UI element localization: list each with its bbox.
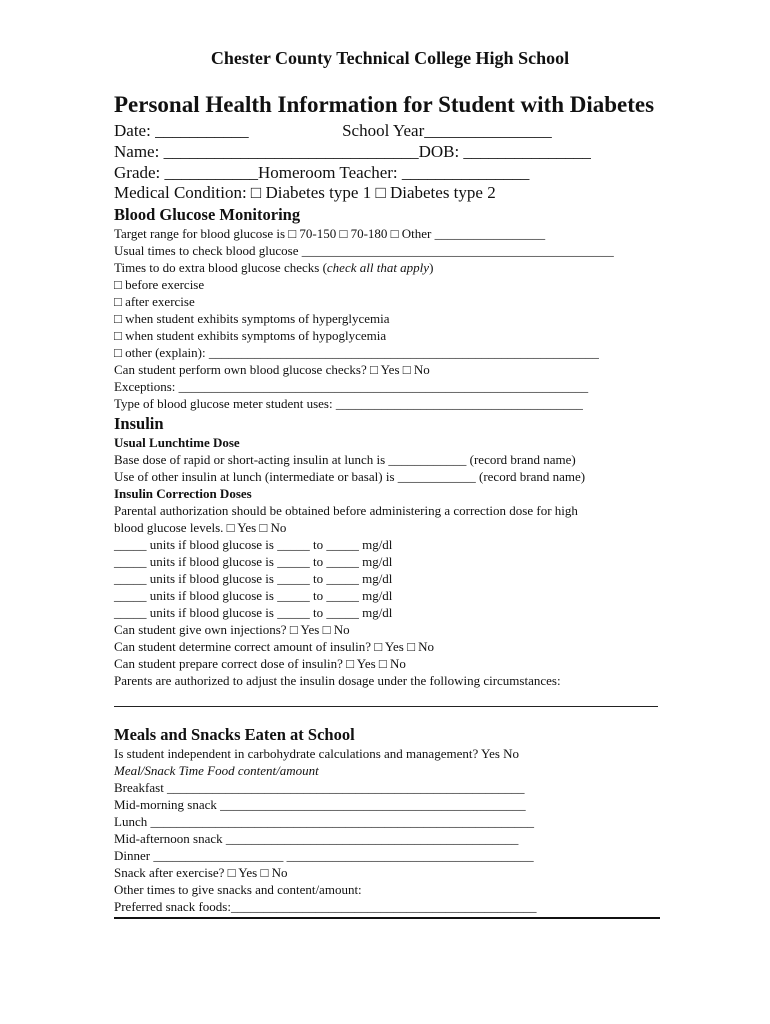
own-checks-field[interactable]: Can student perform own blood glucose checks? □ Yes □ No — [114, 362, 430, 377]
preferred-snacks-field[interactable]: Preferred snack foods:_______________________________________________ — [114, 899, 537, 914]
bgm-section — [114, 205, 674, 412]
grade-teacher-field[interactable]: Grade: ___________Homeroom Teacher: _______________ — [114, 162, 530, 182]
other-insulin-field[interactable]: Use of other insulin at lunch (intermediate or basal) is ____________ (record brand name) — [114, 469, 586, 484]
insulin-heading: Insulin — [114, 414, 164, 433]
lunchtime-dose-heading: Usual Lunchtime Dose — [114, 435, 240, 450]
other-snack-times-label: Other times to give snacks and content/amount: — [114, 882, 362, 897]
authorization-text: Parental authorization should be obtained before administering a correction dose for high — [114, 503, 578, 518]
meal-table-header: Meal/Snack Time Food content/amount — [114, 763, 319, 778]
usual-times-field[interactable]: Usual times to check blood glucose ________________________________________________ — [114, 243, 614, 258]
form-title: Personal Health Information for Student with Diabetes — [114, 92, 655, 117]
date-school-year-field[interactable]: Date: ___________ School Year_______________ — [114, 121, 552, 140]
name-dob-field[interactable]: Name: ______________________________DOB: _______________ — [114, 141, 591, 161]
correction-row[interactable]: _____ units if blood glucose is _____ to _____ mg/dl — [114, 554, 393, 569]
medical-condition-field[interactable]: Medical Condition: □ Diabetes type 1 □ Diabetes type 2 — [114, 183, 496, 203]
meal-row-breakfast[interactable]: Breakfast _______________________________________________________ — [114, 780, 525, 795]
correction-row[interactable]: _____ units if blood glucose is _____ to _____ mg/dl — [114, 588, 393, 603]
bgm-heading: Blood Glucose Monitoring — [114, 205, 301, 224]
top-fields — [114, 121, 674, 204]
meter-type-field[interactable]: Type of blood glucose meter student uses: ______________________________________ — [114, 396, 583, 411]
correction-row[interactable]: _____ units if blood glucose is _____ to _____ mg/dl — [114, 571, 393, 586]
extra-check-option[interactable]: □ when student exhibits symptoms of hypoglycemia — [114, 328, 387, 343]
own-injections-field[interactable]: Can student give own injections? □ Yes □ No — [114, 622, 350, 637]
carb-independence-field[interactable]: Is student independent in carbohydrate calculations and management? Yes No — [114, 746, 520, 761]
meals-heading: Meals and Snacks Eaten at School — [114, 725, 355, 744]
extra-check-option[interactable]: □ other (explain): ____________________________________________________________ — [114, 345, 599, 360]
correction-doses-heading: Insulin Correction Doses — [114, 486, 252, 501]
exceptions-field[interactable]: Exceptions: _______________________________________________________________ — [114, 379, 589, 394]
meals-section — [114, 725, 674, 915]
meal-row-mid-afternoon[interactable]: Mid-afternoon snack _____________________________________________ — [114, 831, 519, 846]
extra-check-option[interactable]: □ when student exhibits symptoms of hyperglycemia — [114, 311, 390, 326]
base-dose-field[interactable]: Base dose of rapid or short-acting insulin at lunch is ____________ (record brand name) — [114, 452, 576, 467]
insulin-section — [114, 414, 674, 689]
determine-amount-field[interactable]: Can student determine correct amount of insulin? □ Yes □ No — [114, 639, 435, 654]
school-name: Chester County Technical College High School — [210, 48, 570, 68]
meal-row-mid-morning[interactable]: Mid-morning snack _______________________________________________ — [114, 797, 526, 812]
extra-checks-label: Times to do extra blood glucose checks (check all that apply) — [114, 260, 434, 275]
correction-row[interactable]: _____ units if blood glucose is _____ to _____ mg/dl — [114, 537, 393, 552]
extra-check-option[interactable]: □ before exercise — [114, 277, 205, 292]
prepare-dose-field[interactable]: Can student prepare correct dose of insulin? □ Yes □ No — [114, 656, 406, 671]
correction-row[interactable]: _____ units if blood glucose is _____ to _____ mg/dl — [114, 605, 393, 620]
meal-row-lunch[interactable]: Lunch ___________________________________________________________ — [114, 814, 534, 829]
meal-row-dinner[interactable]: Dinner ____________________ ______________________________________ — [114, 848, 534, 863]
authorization-yes-no[interactable]: blood glucose levels. □ Yes □ No — [114, 520, 287, 535]
bottom-rule — [114, 917, 660, 919]
parents-adjust-blank-line[interactable] — [114, 706, 658, 707]
extra-check-option[interactable]: □ after exercise — [114, 294, 195, 309]
target-range-field[interactable]: Target range for blood glucose is □ 70-150 □ 70-180 □ Other _________________ — [114, 226, 546, 241]
snack-after-exercise-field[interactable]: Snack after exercise? □ Yes □ No — [114, 865, 288, 880]
parents-adjust-label: Parents are authorized to adjust the insulin dosage under the following circumstances: — [114, 673, 561, 688]
